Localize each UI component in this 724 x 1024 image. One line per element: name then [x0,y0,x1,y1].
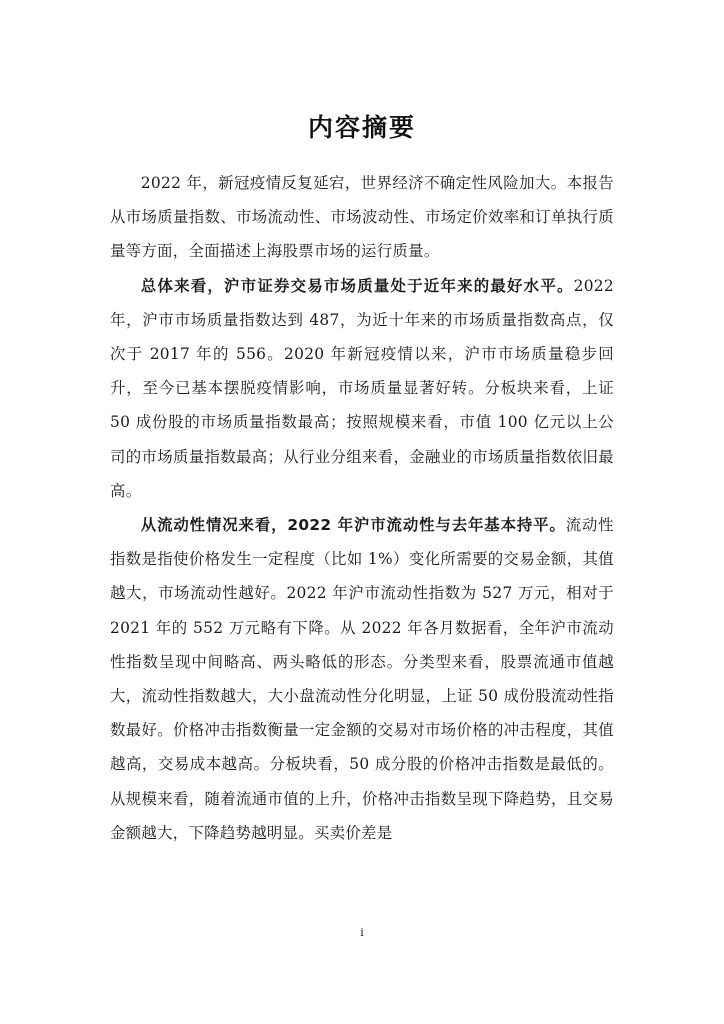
paragraph-market-quality-lead: 总体来看，沪市证券交易市场质量处于近年来的最好水平。 [140,276,574,295]
page-number: i [360,926,364,939]
page-title: 内容摘要 [307,113,416,142]
paragraph-liquidity-lead: 从流动性情况来看，2022 年沪市流动性与去年基本持平。 [140,516,566,535]
paragraph-market-quality [110,269,614,508]
paragraph-intro-text: 2022 年，新冠疫情反复延宕，世界经济不确定性风险加大。本报告从市场质量指数、市场流动性、市场波动性、市场定价效率和订单执行质量等方面，全面描述上海股票市场的运行质量。 [110,174,614,261]
summary-body [110,166,614,850]
paragraph-liquidity [110,508,614,850]
paragraph-liquidity-text: 流动性指数是指使价格发生一定程度（比如 1%）变化所需要的交易金额，其值越大，市场流动性越好。2022 年沪市流动性指数为 527 万元，相对于 2021 年的 552 万元略有下降。从 2022 年各月数据看，全年沪市流动性指数呈现中间略高、两头略低的形态。分类型来看，股票流通市值越大，流动性指数越大，大小盘流动性分化明显，上证 50 成份股流动性指数最好。价格冲击指数衡量一定金额的交易对市场价格的冲击程度，其值越高，交易成本越高。分板块看，50 成分股的价格冲击指数是最低的。从规模来看，随着流通市值的上升，价格冲击指数呈现下降趋势，且交易金额越大，下降趋势越明显。买卖价差是 [110,516,615,842]
paragraph-intro [110,166,614,269]
paragraph-market-quality-text: 2022 年，沪市市场质量指数达到 487，为近十年来的市场质量指数高点，仅次于 2017 年的 556。2020 年新冠疫情以来，沪市市场质量稳步回升，至今已基本摆脱疫情影响，市场质量显著好转。分板块来看，上证 50 成份股的市场质量指数最高；按照规模来看，市值 100 亿元以上公司的市场质量指数最高；从行业分组来看，金融业的市场质量指数依旧最高。 [110,276,614,500]
